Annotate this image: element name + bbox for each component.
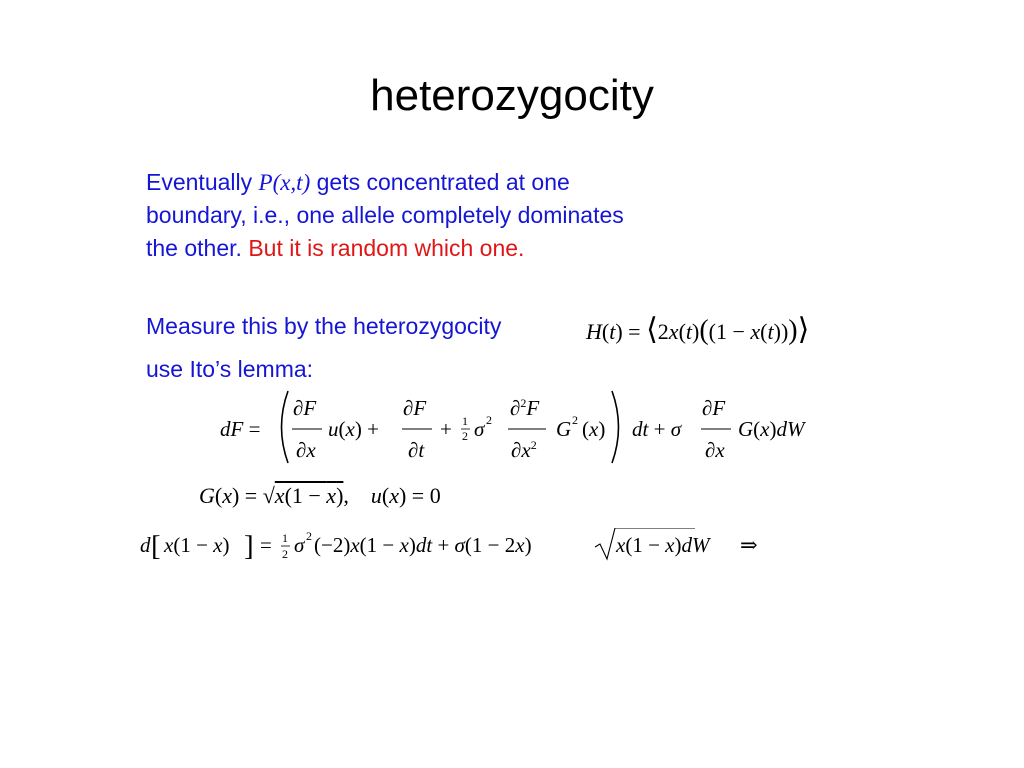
svg-text:1: 1 bbox=[282, 531, 288, 545]
svg-text:2: 2 bbox=[572, 413, 578, 427]
intro-inline-math: P(x,t) bbox=[258, 170, 311, 195]
svg-text:2: 2 bbox=[306, 529, 312, 543]
svg-text:+: + bbox=[440, 417, 452, 441]
svg-text:]: ] bbox=[244, 530, 254, 562]
svg-text:[: [ bbox=[151, 530, 161, 562]
svg-text:∂x: ∂x bbox=[705, 438, 725, 462]
definitions-equation: G(x) = √x(1 − x), u(x) = 0 bbox=[199, 483, 441, 508]
ito-lemma-equation bbox=[220, 387, 840, 465]
svg-text:∂2F: ∂$^2$F bbox=[510, 396, 540, 420]
svg-text:u(x) +: u(x) + bbox=[328, 417, 379, 441]
svg-text:∂x2: $\partial x^2$ bbox=[511, 438, 537, 462]
slide-title: heterozygocity bbox=[370, 71, 654, 120]
svg-text:(x): (x) bbox=[582, 417, 606, 441]
ito-paragraph: use Ito’s lemma: bbox=[146, 356, 314, 382]
svg-text:⇒: ⇒ bbox=[740, 533, 758, 557]
svg-text:2: 2 bbox=[462, 429, 468, 443]
svg-text:(−2)x(1 − x)dt + σ(1 − 2x): (−2)x(1 − x)dt + σ(1 − 2x) bbox=[314, 533, 532, 557]
svg-text:σ: σ bbox=[294, 533, 305, 557]
intro-text-continued: gets concentrated at one boundary, i.e., one allele completely dominates the other. bbox=[146, 169, 624, 261]
intro-highlight-text: But it is random which one. bbox=[248, 235, 525, 261]
svg-text:∂F: ∂F bbox=[403, 396, 427, 420]
svg-text:1: 1 bbox=[462, 414, 468, 428]
result-equation bbox=[140, 528, 780, 564]
svg-text:=: = bbox=[260, 533, 272, 557]
svg-text:x(1 − x): x(1 − x) bbox=[164, 533, 230, 557]
svg-text:∂x: ∂x bbox=[296, 438, 316, 462]
svg-text:σ: σ bbox=[474, 417, 485, 441]
svg-text:2: 2 bbox=[282, 547, 288, 561]
heterozygocity-equation: H(t) = ⟨2x(t)((1 − x(t)))⟩ bbox=[586, 313, 810, 346]
svg-text:∂F: ∂F bbox=[293, 396, 317, 420]
intro-paragraph bbox=[146, 166, 646, 265]
svg-text:∂F: ∂F bbox=[702, 396, 726, 420]
svg-text:dF =: dF = bbox=[220, 417, 261, 441]
svg-text:2: 2 bbox=[486, 413, 492, 427]
svg-text:d: d bbox=[140, 533, 151, 557]
svg-text:dt + σ: dt + σ bbox=[632, 417, 682, 441]
svg-text:∂t: ∂t bbox=[408, 438, 425, 462]
svg-text:x(1 − x)dW: x(1 − x)dW bbox=[616, 533, 710, 557]
svg-text:G: G bbox=[556, 417, 572, 441]
svg-text:G(x)dW: G(x)dW bbox=[738, 417, 805, 441]
measure-paragraph: Measure this by the heterozygocity bbox=[146, 313, 502, 339]
intro-text-start: Eventually bbox=[146, 169, 259, 195]
